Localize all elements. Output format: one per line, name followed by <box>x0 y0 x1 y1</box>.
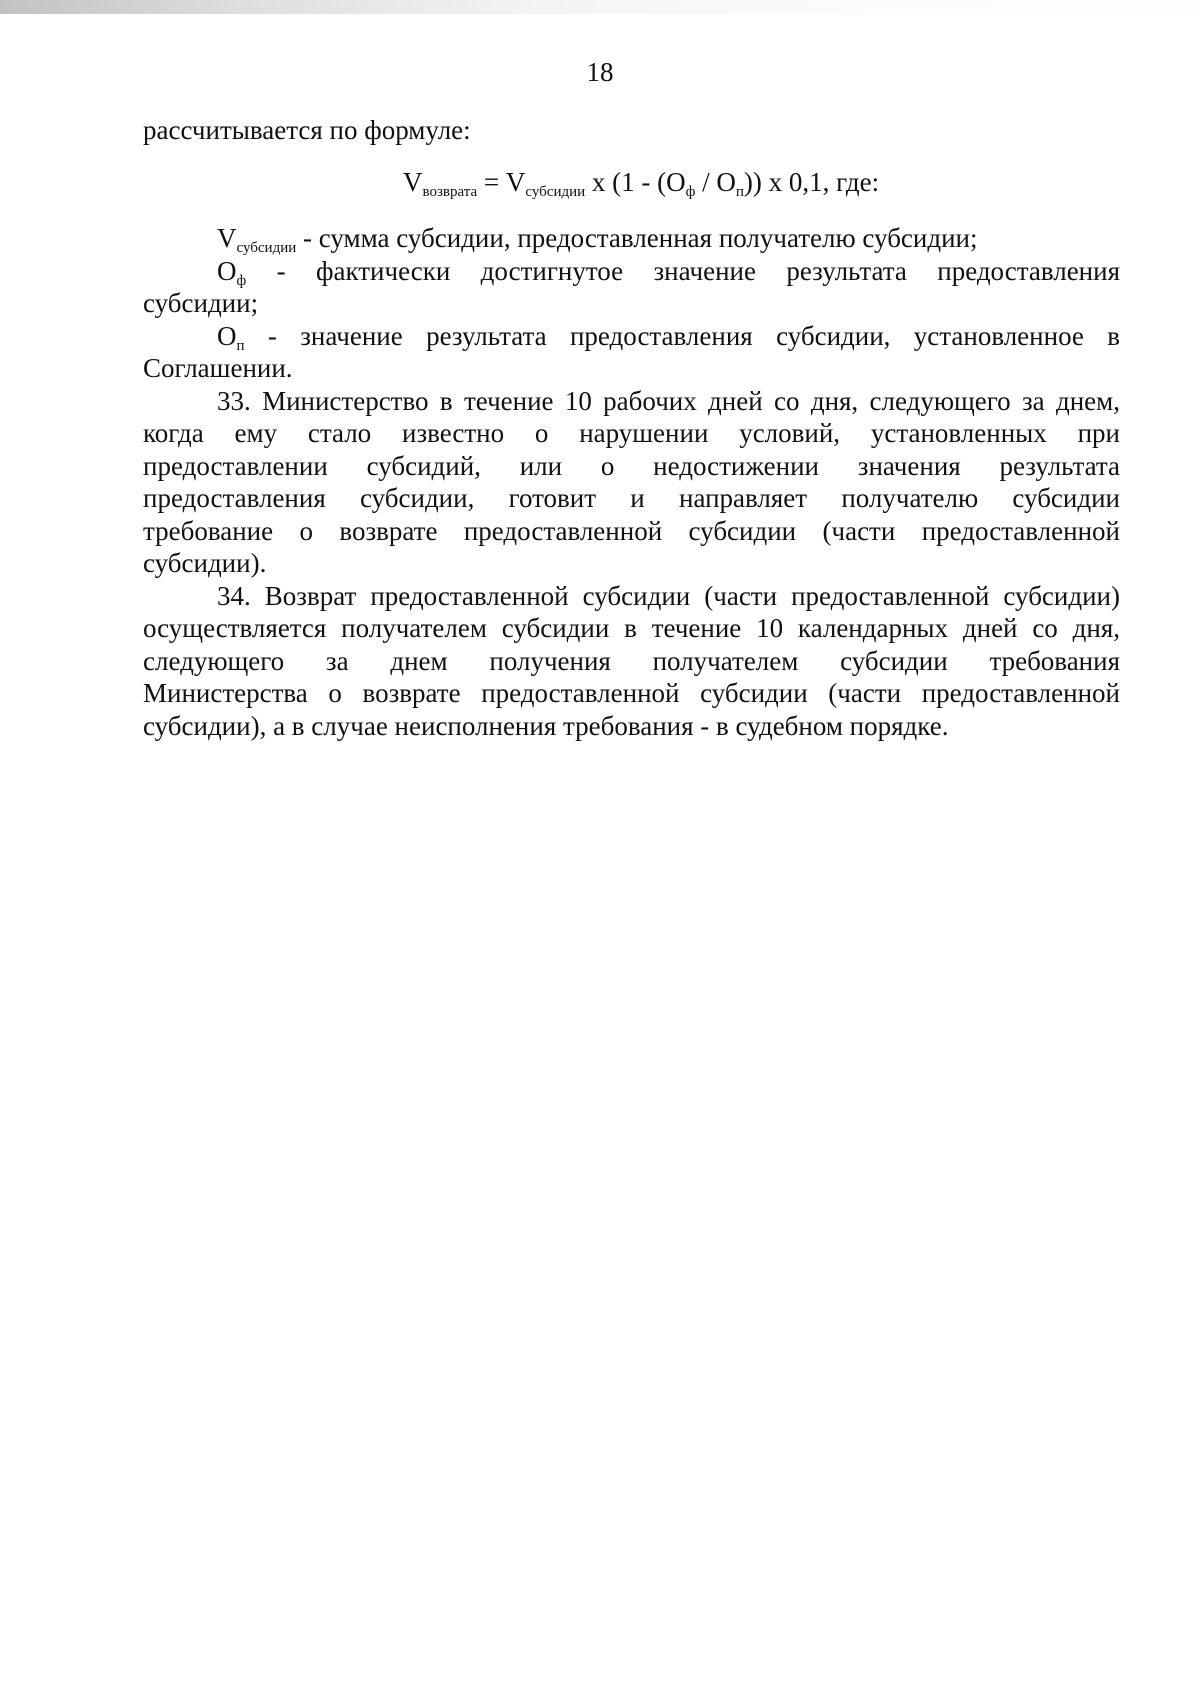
document-body <box>143 114 1120 742</box>
paragraph-34: 34. Возврат предоставленной субсидии (части предоставленной субсидии) осуществляется получателем субсидии в течение 10 календарных дней со дня, следующего за днем получения получателем субсидии требования Министерства о возврате предоставленной субсидии (части предоставленной субсидии), а в случае неисполнения требования - в судебном порядке. <box>143 580 1120 741</box>
definition-o-plan: $O_п$ - значение результата предоставления субсидии, установленное в Соглашении. <box>143 320 1120 383</box>
definition-o-fact: $O_ф$ - фактически достигнутое значение результата предоставления субсидии; <box>143 255 1120 318</box>
page-number: 18 <box>586 57 614 87</box>
intro-text: рассчитывается по формуле: <box>143 115 471 145</box>
definition-v-subsidy: $V_{субсидии}$ - сумма субсидии, предоставленная получателю субсидии; <box>217 223 978 256</box>
scan-edge-artifact <box>0 0 1200 14</box>
paragraph-33: 33. Министерство в течение 10 рабочих дней со дня, следующего за днем, когда ему стало известно о нарушении условий, установленных при предоставлении субсидий, или о недостижении значения результата предоставления субсидии, готовит и направляет получателю субсидии требование о возврате предоставленной субсидии (части предоставленной субсидии). <box>143 385 1120 578</box>
formula: $V_{возврата} = V_{субсидии}$ x $(1 - (O_ф / O_п))$ x 0,1, где: <box>403 166 880 200</box>
